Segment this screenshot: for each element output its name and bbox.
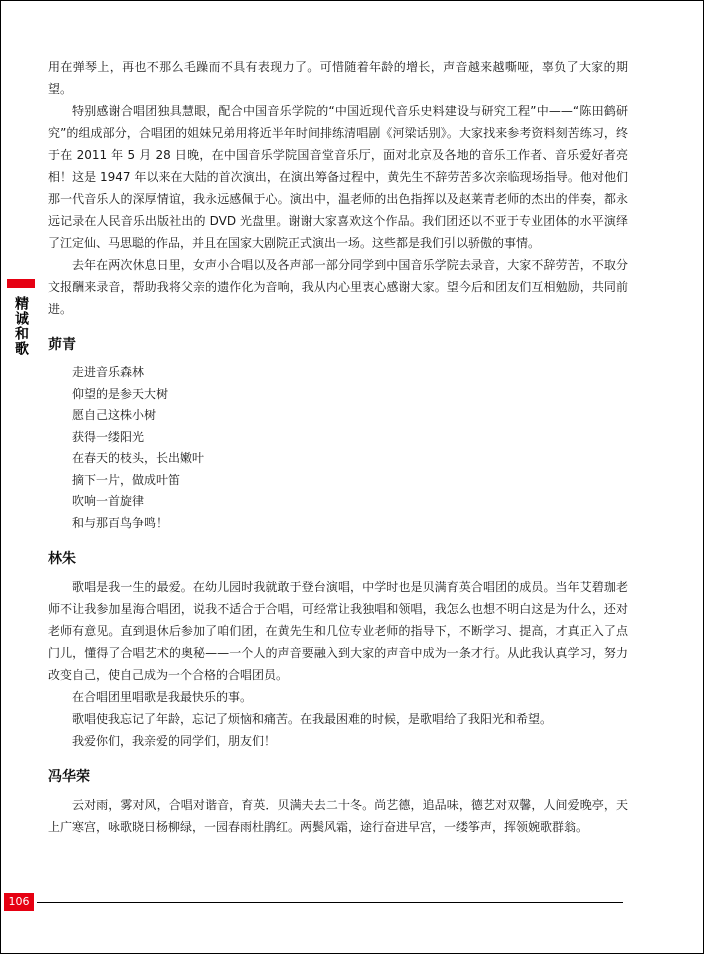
poem-line: 和与那百鸟争鸣！ <box>72 515 169 530</box>
page-number: 106 <box>4 893 34 911</box>
section-title: 冯华荣 <box>48 769 90 785</box>
section-line: 我爱你们，我亲爱的同学们，朋友们！ <box>72 734 277 748</box>
section-linzhu <box>48 548 628 752</box>
section-paragraph: 歌唱是我一生的最爱。在幼儿园时我就敢于登台演唱，中学时也是贝满育英合唱团的成员。当年艾碧珈老师不让我参加星海合唱团，说我不适合于合唱，可经常让我独唱和领唱，我怎么也想不明白这是为什么，还对老师有意见。直到退休后参加了咱们团，在黄先生和几位专业老师的指导下，不断学习、提高，才真正入了点门儿，懂得了合唱艺术的奥秘——一个人的声音要融入到大家的声音中成为一条才行。从此我认真学习，努力改变自己，使自己成为一个合格的合唱团员。 <box>48 580 628 682</box>
poem-line: 愿自己这株小树 <box>72 408 157 422</box>
red-marker-bar <box>7 279 35 288</box>
section-line: 在合唱团里唱歌是我最快乐的事。 <box>72 690 253 704</box>
side-section-marker <box>7 279 35 356</box>
intro-paragraph: 去年在两次休息日里，女声小合唱以及各声部一部分同学到中国音乐学院去录音，大家不辞劳苦，不取分文报酬来录音，帮助我将父亲的遗作化为音响，我从内心里衷心感谢大家。望今后和团友们互相勉励，共同前进。 <box>48 258 628 316</box>
section-title: 茆青 <box>48 337 76 353</box>
section-line: 歌唱使我忘记了年龄，忘记了烦恼和痛苦。在我最困难的时候，是歌唱给了我阳光和希望。 <box>72 712 553 726</box>
section-paragraph: 云对雨，雾对风，合唱对谐音，育英．贝满夫去二十冬。尚艺德，追品味，德艺对双馨，人间爱晚亭，天上广寒宫，咏歌晓日杨柳绿，一园春雨杜鹃红。两鬓风霜，途行奋进早宫，一缕筝声，挥领婉歌群翁。 <box>48 798 628 834</box>
section-fenghuarong <box>48 766 628 838</box>
poem-line: 仰望的是参天大树 <box>72 386 169 401</box>
section-maoqing <box>48 334 628 534</box>
poem-line: 在春天的枝头，长出嫩叶 <box>72 451 205 465</box>
poem-line: 获得一缕阳光 <box>72 429 145 444</box>
intro-paragraph: 特别感谢合唱团独具慧眼，配合中国音乐学院的“中国近现代音乐史料建设与研究工程”中——“陈田鹤研究”的组成部分，合唱团的姐妹兄弟用将近半年时间排练清唱剧《河梁话别》。大家找来参考资料刻苦练习，终于在 2011 年 5 月 28 日晚，在中国音乐学院国音堂音乐厅，面对北京及各地的音乐工作者、音乐爱好者亮相！这是 1947 年以来在大陆的首次演出，在演出筹备过程中，黄先生不辞劳苦多次亲临现场指导。他对他们那一代音乐人的深厚情谊，我永远感佩于心。演出中，温老师的出色指挥以及赵莱青老师的杰出的伴奏，都永远记录在人民音乐出版社出的 DVD 光盘里。谢谢大家喜欢这个作品。我们团还以不亚于专业团体的水平演绎了江定仙、马思聪的作品，并且在国家大剧院正式演出一场。这些都是我们引以骄傲的事情。 <box>48 104 628 250</box>
poem-line: 摘下一片，做成叶笛 <box>72 472 181 487</box>
poem-line: 吹响一首旋律 <box>72 494 145 508</box>
main-content <box>48 56 628 838</box>
side-section-label: 精诚和歌 <box>13 296 29 356</box>
intro-paragraph: 用在弹琴上，再也不那么毛躁而不具有表现力了。可惜随着年龄的增长，声音越来越嘶哑，辜负了大家的期望。 <box>48 60 628 96</box>
section-title: 林朱 <box>48 551 76 567</box>
poem-line: 走进音乐森林 <box>72 365 145 379</box>
footer-rule <box>37 902 623 903</box>
